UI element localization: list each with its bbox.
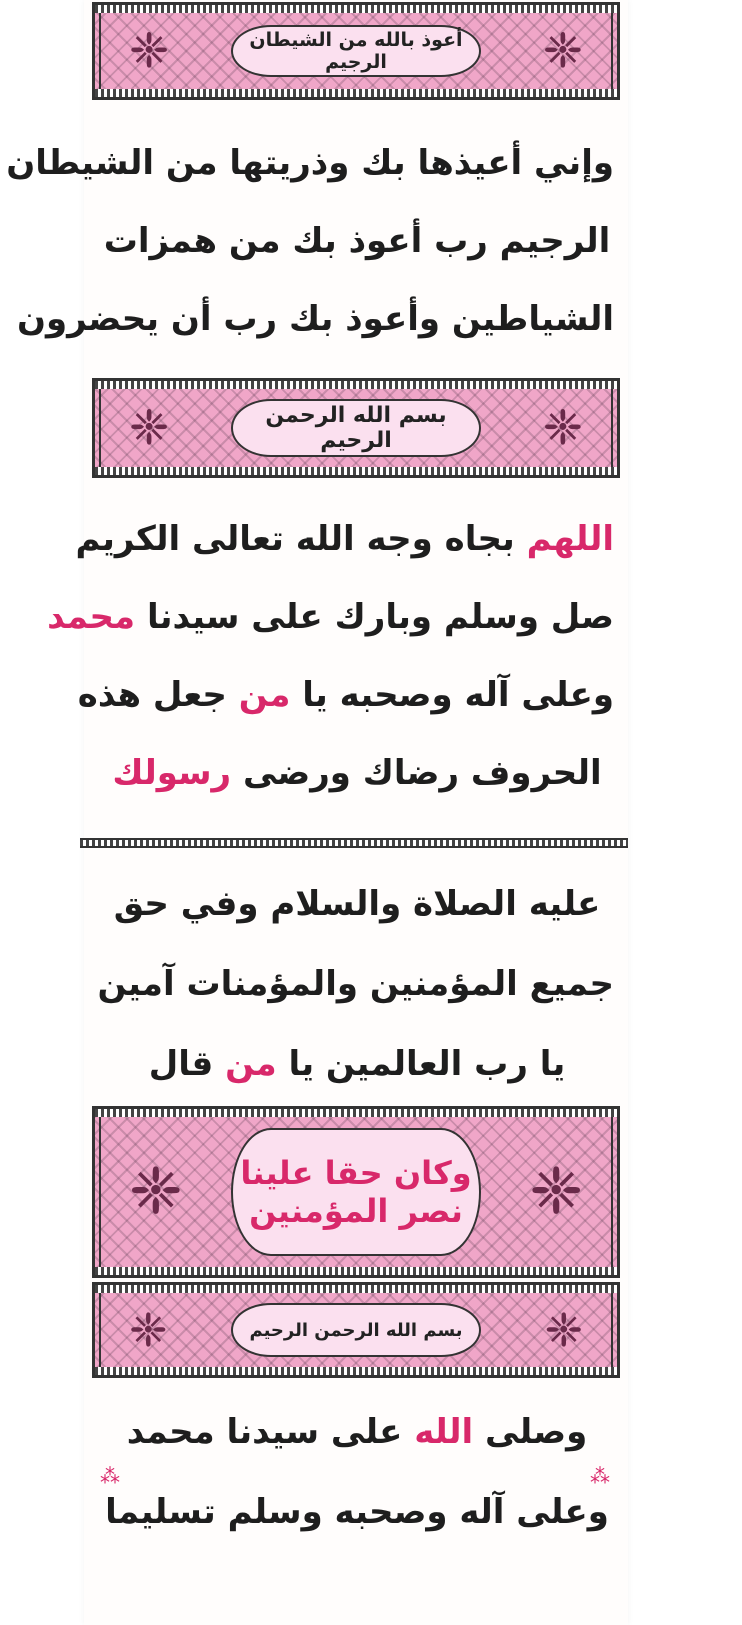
- grape-cluster-icon: ⁂: [590, 1464, 610, 1488]
- verse-line: [100, 1472, 614, 1552]
- banner-text: بسم الله الرحمن الرحيم: [265, 403, 447, 453]
- verse-block-1: [6, 124, 618, 358]
- verse-text: وعلى آله وصحبه وسلم تسليما: [105, 1492, 609, 1532]
- verse-block-3: [96, 864, 618, 1104]
- verse-highlight: من: [238, 675, 291, 715]
- verse-block-4: [96, 1392, 618, 1552]
- banner-border: [95, 1367, 617, 1375]
- banner-border: [95, 5, 617, 13]
- verse-line: [77, 656, 614, 734]
- arabesque-flower-icon: ❈: [129, 1155, 183, 1229]
- arabesque-flower-icon: ❈: [542, 400, 583, 456]
- verse-text: عليه الصلاة والسلام وفي حق: [113, 884, 601, 924]
- verse-line: وإني أعيذها بك وذريتها من الشيطان: [6, 143, 614, 183]
- banner-basmala-2: [92, 1282, 620, 1378]
- verse-line: [100, 1024, 614, 1104]
- verse-line: [100, 864, 614, 944]
- verse-text: يا رب العالمين يا: [276, 1044, 566, 1084]
- arabesque-flower-icon: ❈: [529, 1155, 583, 1229]
- banner-text: بسم الله الرحمن الرحيم: [249, 1319, 463, 1341]
- arabesque-flower-icon: ❈: [544, 1303, 583, 1357]
- verse-block-2: [47, 500, 618, 812]
- banner-border: [95, 1285, 617, 1293]
- banner-basmala: [92, 378, 620, 478]
- verse-line: [47, 578, 614, 656]
- verse-text: جميع المؤمنين والمؤمنات آمين: [97, 964, 614, 1004]
- verse-line: [97, 944, 614, 1024]
- verse-line: الرجيم رب أعوذ بك من همزات: [103, 221, 611, 261]
- section-divider: [80, 838, 628, 848]
- banner-border: [95, 381, 617, 389]
- verse-text: صل وسلم وبارك على سيدنا: [135, 597, 614, 637]
- banner-text: نصر المؤمنين: [249, 1192, 463, 1230]
- banner-border: [95, 89, 617, 97]
- verse-line: [75, 500, 614, 578]
- verse-highlight: من: [225, 1044, 277, 1084]
- verse-highlight: الله: [414, 1412, 474, 1452]
- arabesque-flower-icon: ❈: [129, 400, 170, 456]
- verse-line: [100, 1392, 614, 1472]
- verse-line: [100, 734, 614, 812]
- verse-highlight: رسولك: [112, 753, 232, 793]
- verse-text: على سيدنا محمد: [126, 1412, 415, 1452]
- grape-cluster-icon: ⁂: [100, 1464, 120, 1488]
- banner-text: أعوذ بالله من الشيطان الرجيم: [249, 29, 463, 73]
- banner-text: وكان حقا علينا: [240, 1154, 472, 1192]
- verse-highlight: محمد: [47, 597, 136, 637]
- verse-text: جعل هذه: [77, 675, 239, 715]
- banner-cartouche: [231, 1303, 481, 1357]
- verse-highlight: اللهم: [526, 519, 614, 559]
- verse-line: الشياطين وأعوذ بك رب أن يحضرون: [16, 299, 614, 339]
- arabesque-flower-icon: ❈: [129, 23, 170, 79]
- banner-taawwudh: [92, 2, 620, 100]
- verse-text: الحروف رضاك ورضى: [231, 753, 602, 793]
- banner-cartouche: [231, 399, 481, 457]
- banner-border: [95, 467, 617, 475]
- arabesque-flower-icon: ❈: [129, 1303, 168, 1357]
- banner-cartouche: [231, 1128, 481, 1256]
- verse-text: وعلى آله وصحبه يا: [290, 675, 614, 715]
- banner-border: [95, 1109, 617, 1117]
- banner-quran-verse: [92, 1106, 620, 1278]
- verse-text: قال: [148, 1044, 226, 1084]
- verse-text: وصلى: [473, 1412, 588, 1452]
- verse-text: بجاه وجه الله تعالى الكريم: [75, 519, 527, 559]
- banner-cartouche: [231, 25, 481, 77]
- arabesque-flower-icon: ❈: [542, 23, 583, 79]
- banner-border: [95, 1267, 617, 1275]
